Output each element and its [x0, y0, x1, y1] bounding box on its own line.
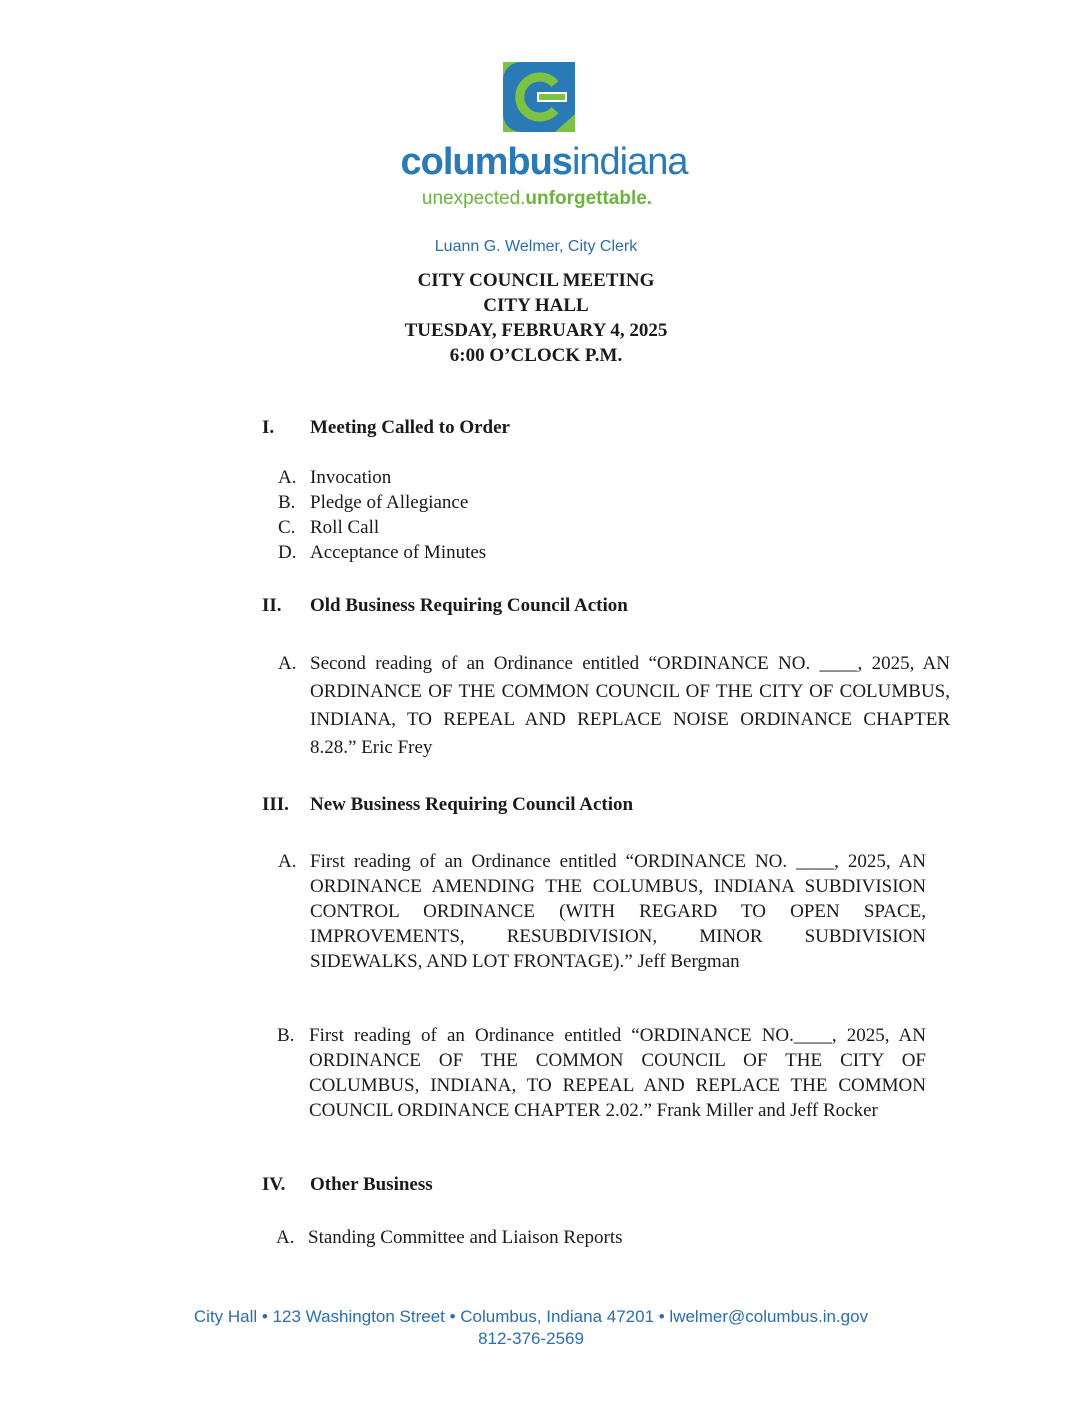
tagline: [0, 186, 1074, 212]
item-letter: B.: [277, 1025, 295, 1046]
footer-contact: [0, 1306, 1062, 1350]
columbus-logo-icon: [503, 62, 575, 132]
item-letter: A.: [278, 653, 297, 674]
item-letter: A.: [278, 851, 297, 872]
footer-phone: 812-376-2569: [478, 1329, 584, 1348]
item-letter: A.: [276, 1227, 295, 1248]
section-title: New Business Requiring Council Action: [310, 794, 634, 815]
brand-wordmark: [0, 140, 1088, 184]
tagline-light: unexpected.: [421, 188, 526, 209]
item-text: Acceptance of Minutes: [310, 542, 487, 563]
agenda-item: [278, 650, 950, 762]
item-text: Standing Committee and Liaison Reports: [308, 1227, 623, 1248]
section-number: IV.: [262, 1174, 286, 1195]
section-heading: [262, 1173, 433, 1197]
item-text: Roll Call: [310, 517, 380, 538]
title-line: CITY HALL: [483, 295, 589, 316]
agenda-item: [276, 1225, 623, 1250]
tagline-bold: unforgettable.: [525, 188, 653, 209]
city-clerk: Luann G. Welmer, City Clerk: [434, 238, 638, 255]
section-title: Old Business Requiring Council Action: [310, 595, 628, 616]
section-title: Other Business: [310, 1174, 433, 1195]
section-heading: [262, 594, 628, 618]
title-line: 6:00 O’CLOCK P.M.: [449, 345, 623, 366]
title-line: CITY COUNCIL MEETING: [417, 270, 655, 291]
title-line: TUESDAY, FEBRUARY 4, 2025: [404, 320, 668, 341]
item-letter: D.: [278, 542, 297, 563]
brand-light: indiana: [571, 141, 688, 183]
item-text: First reading of an Ordinance entitled “ORDINANCE NO.____, 2025, AN ORDINANCE OF THE COMMON COUNCIL OF THE CITY OF COLUMBUS, INDIANA, TO REPEAL AND REPLACE THE COMMON COUNCIL ORDINANCE CHAPTER 2.02.” Frank Miller and Jeff Rocker: [309, 1025, 926, 1121]
section-heading: [262, 416, 510, 440]
agenda-item: [278, 849, 926, 974]
section-number: I.: [262, 417, 275, 438]
item-text: Pledge of Allegiance: [310, 492, 469, 513]
item-text: Invocation: [310, 467, 392, 488]
agenda-item: [278, 515, 379, 540]
section-heading: [262, 793, 633, 817]
section-number: II.: [262, 595, 282, 616]
brand-bold: columbus: [400, 141, 572, 183]
item-letter: C.: [278, 517, 296, 538]
agenda-item: [278, 540, 486, 565]
item-letter: A.: [278, 467, 297, 488]
agenda-item: [278, 490, 468, 515]
item-letter: B.: [278, 492, 296, 513]
item-text: First reading of an Ordinance entitled “ORDINANCE NO. ____, 2025, AN ORDINANCE AMENDING THE COLUMBUS, INDIANA SUBDIVISION CONTROL ORDINANCE (WITH REGARD TO OPEN SPACE, IMPROVEMENTS, RESUBDIVISION, MINOR SUBDIVISION SIDEWALKS, AND LOT FRONTAGE).” Jeff Bergman: [310, 851, 926, 972]
agenda-item: [277, 1023, 926, 1123]
agenda-item: [278, 465, 391, 490]
footer-address: City Hall • 123 Washington Street • Columbus, Indiana 47201 • lwelmer@columbus.in.gov: [193, 1307, 869, 1326]
section-number: III.: [262, 794, 289, 815]
item-text: Second reading of an Ordinance entitled “ORDINANCE NO. ____, 2025, AN ORDINANCE OF THE COMMON COUNCIL OF THE CITY OF COLUMBUS, INDIANA, TO REPEAL AND REPLACE NOISE ORDINANCE CHAPTER 8.28.” Eric Frey: [310, 653, 950, 758]
meeting-title: [0, 268, 1072, 368]
section-title: Meeting Called to Order: [310, 417, 510, 438]
